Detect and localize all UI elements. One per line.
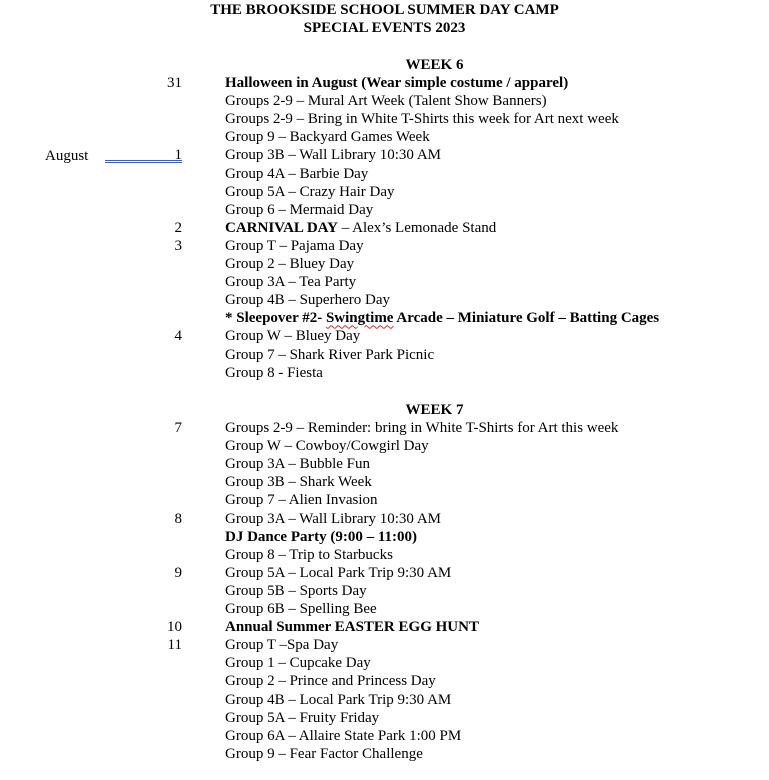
event-row xyxy=(0,654,769,672)
event-row xyxy=(0,528,769,546)
week-7-heading: WEEK 7 xyxy=(405,402,464,418)
event-row xyxy=(0,346,769,364)
event-text: Groups 2-9 – Mural Art Week (Talent Show Banners) xyxy=(225,93,547,110)
event-row xyxy=(0,255,769,273)
event-day: 9 xyxy=(174,564,182,581)
event-row xyxy=(0,74,769,92)
event-text: Group 4B – Superhero Day xyxy=(225,292,390,309)
event-row xyxy=(0,709,769,727)
event-row xyxy=(0,309,769,327)
event-row xyxy=(0,636,769,654)
event-text: Group 6 – Mermaid Day xyxy=(225,201,374,218)
event-row xyxy=(0,146,769,164)
event-row xyxy=(0,691,769,709)
event-row xyxy=(0,473,769,491)
event-row xyxy=(0,273,769,291)
event-row xyxy=(0,327,769,345)
document-title: THE BROOKSIDE SCHOOL SUMMER DAY CAMP xyxy=(210,2,559,18)
event-text: Group 5B – Sports Day xyxy=(225,582,367,599)
month-label: August xyxy=(45,148,89,164)
event-text: Group 5A – Fruity Friday xyxy=(225,709,380,726)
event-text: Groups 2-9 – Bring in White T-Shirts this week for Art next week xyxy=(225,111,619,128)
event-row xyxy=(0,419,769,437)
event-day: 3 xyxy=(174,237,182,254)
event-row xyxy=(0,564,769,582)
event-text: Groups 2-9 – Reminder: bring in White T-Shirts for Art this week xyxy=(225,420,619,436)
event-text: DJ Dance Party (9:00 – 11:00) xyxy=(225,528,418,545)
event-row xyxy=(0,437,769,455)
event-day: 7 xyxy=(174,420,182,436)
event-day: 1 xyxy=(174,147,182,164)
event-row xyxy=(0,618,769,636)
event-row xyxy=(0,237,769,255)
event-text-bold: CARNIVAL DAY xyxy=(225,219,338,236)
event-text: Group 7 – Alien Invasion xyxy=(225,492,378,509)
event-text: Group 2 – Bluey Day xyxy=(225,256,355,272)
event-row xyxy=(0,491,769,509)
event-text: Group 3A – Tea Party xyxy=(225,274,357,291)
event-text: Group 9 – Backyard Games Week xyxy=(225,129,430,146)
event-row xyxy=(0,110,769,128)
event-text: Group W – Bluey Day xyxy=(225,328,361,345)
event-row xyxy=(0,183,769,201)
event-day: 31 xyxy=(167,75,182,91)
event-text: Group 8 - Fiesta xyxy=(225,364,323,381)
event-day: 8 xyxy=(174,510,182,527)
event-text: Group 9 – Fear Factor Challenge xyxy=(225,745,423,762)
event-text: Group 1 – Cupcake Day xyxy=(225,655,371,672)
event-text: Group 5A – Crazy Hair Day xyxy=(225,183,395,200)
event-text: Group 5A – Local Park Trip 9:30 AM xyxy=(225,564,452,581)
event-row xyxy=(0,745,769,763)
event-text: Group 6B – Spelling Bee xyxy=(225,601,377,617)
event-text: Halloween in August (Wear simple costume / apparel) xyxy=(225,75,569,91)
document-subtitle: SPECIAL EVENTS 2023 xyxy=(303,20,466,36)
week-6-heading: WEEK 6 xyxy=(405,57,464,73)
event-text: Annual Summer EASTER EGG HUNT xyxy=(225,619,479,636)
event-text: Group 7 – Shark River Park Picnic xyxy=(225,346,435,363)
event-text: Group 3A – Bubble Fun xyxy=(225,456,371,473)
event-row xyxy=(0,510,769,528)
event-text: Group 8 – Trip to Starbucks xyxy=(225,546,393,563)
event-day: 2 xyxy=(174,219,182,236)
spellcheck-word: Swingtime xyxy=(325,310,394,327)
event-row xyxy=(0,582,769,600)
event-text: Group 3B – Shark Week xyxy=(225,474,372,491)
event-day: 11 xyxy=(167,637,182,654)
event-row xyxy=(0,128,769,146)
event-text: Group T – Pajama Day xyxy=(225,237,364,254)
event-text: Group 2 – Prince and Princess Day xyxy=(225,673,436,690)
event-text: Group 3A – Wall Library 10:30 AM xyxy=(225,510,441,527)
event-text-rest: – Alex’s Lemonade Stand xyxy=(337,219,497,236)
sleepover-suffix: Arcade – Miniature Golf – Batting Cages xyxy=(393,310,660,327)
event-row xyxy=(0,546,769,564)
event-row xyxy=(0,165,769,183)
event-row xyxy=(0,364,769,382)
event-day: 4 xyxy=(174,328,182,345)
event-text: Group 6A – Allaire State Park 1:00 PM xyxy=(225,727,462,744)
event-day: 10 xyxy=(167,619,182,636)
event-row xyxy=(0,201,769,219)
event-row xyxy=(0,92,769,110)
sleepover-prefix: * Sleepover #2- xyxy=(225,310,326,327)
event-row xyxy=(0,455,769,473)
event-text: Group 3B – Wall Library 10:30 AM xyxy=(225,147,441,164)
event-row xyxy=(0,672,769,690)
event-text: Group T –Spa Day xyxy=(225,637,339,654)
event-row xyxy=(0,600,769,618)
event-text: Group 4B – Local Park Trip 9:30 AM xyxy=(225,691,452,708)
event-text: Group 4A – Barbie Day xyxy=(225,165,369,182)
event-row xyxy=(0,219,769,237)
event-row xyxy=(0,727,769,745)
event-text: Group W – Cowboy/Cowgirl Day xyxy=(225,438,429,455)
event-text xyxy=(225,309,659,327)
event-row xyxy=(0,291,769,309)
event-text xyxy=(225,219,496,237)
